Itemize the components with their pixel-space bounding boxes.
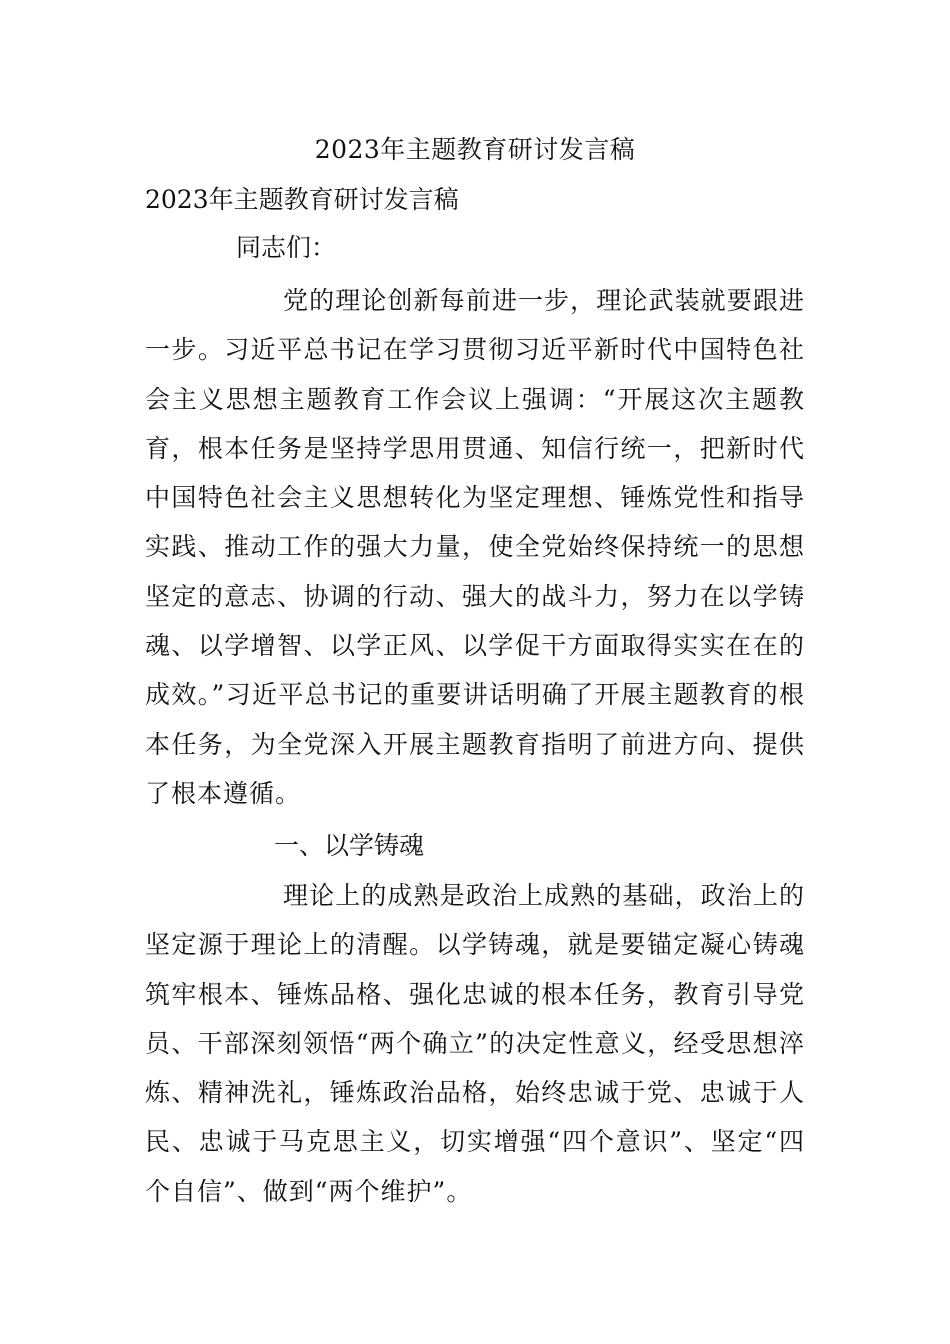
section-heading-1: 一、以学铸魂 [274, 831, 425, 860]
document-title: 2023年主题教育研讨发言稿 [314, 135, 636, 164]
document-subtitle: 2023年主题教育研讨发言稿 [145, 185, 459, 214]
salutation: 同志们： [236, 233, 337, 262]
body-paragraph-1: 党的理论创新每前进一步，理论武装就要跟进一步。习近平总书记在学习贯彻习近平新时代中国特色社会主义思想主题教育工作会议上强调：“开展这次主题教育，根本任务是坚持学思用贯通、知信行统一，把新时代中国特色社会主义思想转化为坚定理想、锤炼党性和指导实践、推动工作的强大力量，使全党始终保持统一的思想坚定的意志、协调的行动、强大的战斗力，努力在以学铸魂、以学增智、以学正风、以学促干方面取得实实在在的成效。”习近平总书记的重要讲话明确了开展主题教育的根本任务，为全党深入开展主题教育指明了前进方向、提供了根本遵循。 [145, 286, 805, 808]
body-paragraph-2: 理论上的成熟是政治上成熟的基础，政治上的坚定源于理论上的清醒。以学铸魂，就是要锚定凝心铸魂筑牢根本、锤炼品格、强化忠诚的根本任务，教育引导党员、干部深刻领悟“两个确立”的决定性意义，经受思想淬炼、精神洗礼，锤炼政治品格，始终忠诚于党、忠诚于人民、忠诚于马克思主义，切实增强“四个意识”、坚定“四个自信”、做到“两个维护”。 [145, 881, 805, 1206]
